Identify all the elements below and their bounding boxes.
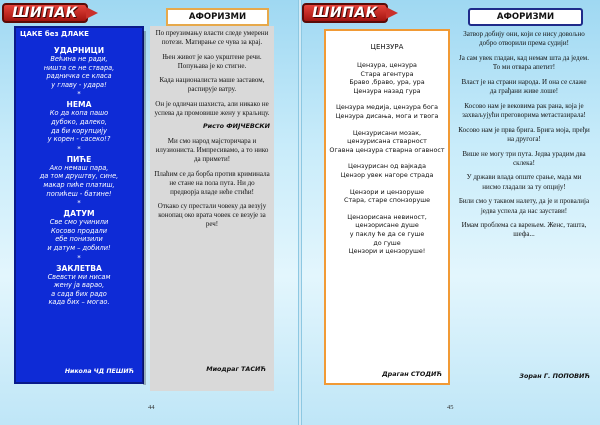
aphorism: Он је одличан шахиста, али никако не успева да промовише жену у краљицу. [154,99,270,117]
stanza [329,162,445,179]
stanza-line: Цензура дисања, мога и твога [335,111,439,120]
poem-block [20,155,138,198]
stanza [329,103,445,120]
aphorism: Ми смо народ мајсторичара и илузиониста. Импресивамо, а то нико да примети! [155,137,269,163]
aphorism: Косово нам је прва брига. Брига моја, пређи на другога! [458,125,590,143]
stanza [329,188,445,205]
stanza-line: цензурисана стварност [347,137,427,146]
aphorism: Затвор добију они, који се нису довољно добро отворили према судији! [463,30,585,48]
poem-line: макар пиће платиш, [43,180,115,189]
separator-star: * [77,144,81,153]
poem-line: у главу - удара! [51,80,107,89]
stanza [329,213,445,256]
poem-line: Косово продали [50,226,108,235]
poems-list [20,46,138,307]
stanza-line: цензорисане душе [355,221,419,230]
poem-block [20,46,138,89]
stanza-line: Браво ,браво, ура, ура [349,78,425,87]
aphorisms-bottom [154,137,270,229]
poem-line: Већина не ради, [50,55,108,63]
censorship-poem-box [324,29,450,385]
aphorisms-column-right [458,30,590,380]
poem-line: када бих – могао. [48,298,110,307]
aphorism: Откако су престали човеку да везују конопац око врата човек се везује за реч! [157,202,267,228]
stanza [329,129,445,155]
poem-title: УДАРНИЦИ [53,46,105,55]
stanza-line: Цензурисан од вајкада [347,162,427,171]
stanza-line: Цензори и цензорушe! [348,247,426,256]
magazine-logo-right: ШИПАК [302,3,388,23]
stanza-line: Огавна цензура стварна огавност [329,145,445,154]
book-spine [298,0,302,425]
stanza-line: у паклу ће да се гуше [349,229,425,238]
section-label-left: АФОРИЗМИ [166,8,269,26]
aphorism: Више не могу три пута. Једва урадим два склека! [462,149,586,167]
poem-block [20,264,138,307]
aphorisms-author-right: Зоран Г. ПОПОВИЋ [519,372,590,380]
poem-line: ништа се не ствара, [43,63,115,72]
stanza-line: Цензор увек нагоре страда [340,170,434,179]
stanza-line: Цензори и цензорушe [349,187,425,196]
poem-title: ЗАКЛЕТВА [56,263,102,273]
poem-title: ПИЋЕ [66,154,92,164]
aphorism: Косово нам је вековима рак рана, која је захваљујући преговорима метастазирала! [462,101,586,119]
poem-line: а сада бих радо [51,289,107,298]
section-label-right: АФОРИЗМИ [468,8,583,26]
poem-line: ебе понизили [55,235,103,244]
poem-line: радничка се класа [46,72,112,81]
aphorism: Њен живот је као укрштене речи. Попуњава је ко стигне. [162,52,262,70]
poem-line: у корен - сасеко!? [47,135,111,144]
poem-line: Ако немаш пара, [49,163,109,172]
stanza [329,61,445,95]
page-number-right: 45 [447,404,454,411]
poem-line: и датум – добили! [47,243,111,252]
page-number-left: 44 [148,404,155,411]
poem-title: НЕМА [66,100,92,110]
aphorism: Плаћим се да борба против криминала не стане на пола пута. Ни до предворја владе неће стићи! [154,169,270,196]
stanza-line: Цензура, цензура [357,61,417,69]
poem-line: Све смо учинили [49,218,109,227]
aphorisms-author-bottom: Миодраг ТАСИЋ [206,365,266,373]
aphorism: Били смо у таквом налету, да је и провалија једва успела да нас заустави! [458,197,590,215]
stanza-line: Стара агентура [360,69,414,78]
poem-block [20,209,138,252]
poem-line: Ко да копа пашо [49,109,109,118]
aphorisms-column-left [150,26,274,391]
poem-line: дубоко, далеко, [51,117,107,126]
separator-star: * [77,90,81,99]
separator-star: * [77,253,81,262]
stanza-line: Стара, старе спонзорушe [343,196,430,205]
poem-title: ЦЕНЗУРА [370,43,404,51]
poem-block [20,100,138,143]
poems-heading: ЦАКЕ без ДЛАКЕ [20,30,89,38]
stanza-line: Цензура медија, цензура бога [335,103,439,112]
poems-author: Никола ЧД ПЕШИЋ [64,368,134,375]
poem-line: да би корупцију [50,126,108,135]
poem-author: Драган СТОДИЋ [381,370,442,378]
aphorism: По преузимању власти следе умерени потези. Матирање се чува за крај. [155,29,269,46]
aphorism: Власт је на страни народа. И она се слаже да грађани живе лоше! [461,77,587,96]
aphorisms-author-top: Ристо ФИЈЧЕВСКИ [203,122,270,130]
aphorism: У држави влада опште срање, мада ми нисмо гладали за ту опцију! [466,173,582,191]
poem-line: попићеш - батине! [46,189,112,198]
poems-column [14,26,144,384]
poem-line: Свевсти ми нисам [47,272,111,281]
aphorisms-top [154,29,270,118]
stanza-line: до гуше [373,238,401,247]
aphorism: Када националиста маше заставом, распирује ватру. [159,76,265,93]
aphorism: Ја сам увек гладан, кад немам шта да једем. То ми отвара апетит! [459,53,589,72]
aphorisms-list-right [458,30,590,240]
stanza-line: Цензура назад гура [353,86,421,95]
stanza-line: Цензурисани мозак, [352,128,422,137]
separator-star: * [77,199,81,208]
poem-line: да том друштву, сине, [39,172,119,181]
poem-title: ДАТУМ [63,209,95,219]
poem-stanzas [329,61,445,256]
aphorism: Имам проблема са варењем. Женс, ташта, шефа... [461,221,587,239]
poem-line: жену ја варао, [53,281,105,290]
magazine-logo: ШИПАК [2,3,88,23]
stanza-line: Цензорисана невиност, [347,212,427,221]
